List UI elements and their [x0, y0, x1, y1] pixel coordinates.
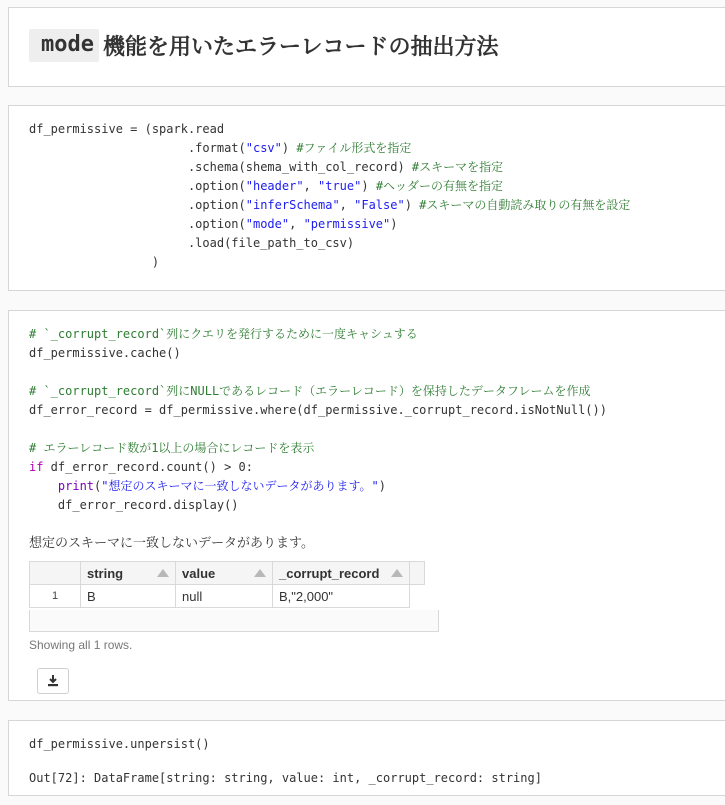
code-line: # エラーレコード数が1以上の場合にレコードを表示 — [29, 441, 315, 455]
code-line: print("想定のスキーマに一致しないデータがあります。") — [57, 479, 386, 493]
code-line: ) — [29, 255, 160, 269]
markdown-cell — [8, 7, 725, 87]
rows-info: Showing all 1 rows. — [29, 638, 133, 652]
column-label: string — [87, 565, 124, 581]
code-line: df_permissive.cache() — [29, 346, 181, 360]
column-header-string[interactable] — [81, 562, 176, 585]
code-line: .schema(shema_with_col_record) #スキーマを指定 — [29, 160, 504, 174]
code-line: df_error_record = df_permissive.where(df_permissive._corrupt_record.isNotNull()) — [29, 403, 607, 417]
table-header-row — [30, 562, 425, 585]
code-line: if df_error_record.count() > 0: — [29, 460, 253, 474]
code-editor[interactable]: df_permissive.unpersist() — [29, 737, 210, 751]
table-row — [30, 585, 425, 608]
header-spacer — [410, 562, 425, 585]
row-number: 1 — [30, 585, 81, 608]
download-button[interactable] — [37, 668, 69, 694]
code-cell-error-records[interactable] — [8, 310, 725, 701]
sort-asc-icon[interactable] — [157, 569, 169, 577]
table-cell: B,"2,000" — [273, 585, 410, 608]
table-cell: B — [81, 585, 176, 608]
heading-text: 機能を用いたエラーレコードの抽出方法 — [102, 35, 499, 60]
code-line: # `_corrupt_record`列にNULLであるレコード（エラーレコード）を保持したデータフレームを作成 — [29, 384, 591, 398]
table-footer — [29, 610, 439, 632]
row-spacer — [410, 585, 425, 608]
code-editor[interactable] — [29, 325, 607, 515]
section-heading — [29, 29, 499, 62]
code-line: df_permissive = (spark.read — [29, 122, 225, 136]
cell-output: Out[72]: DataFrame[string: string, value: int, _corrupt_record: string] — [29, 771, 542, 785]
column-header-value[interactable] — [176, 562, 273, 585]
code-line: .load(file_path_to_csv) — [29, 236, 355, 250]
sort-asc-icon[interactable] — [254, 569, 266, 577]
sort-asc-icon[interactable] — [391, 569, 403, 577]
column-label: _corrupt_record — [279, 565, 380, 581]
code-cell-unpersist[interactable] — [8, 720, 725, 796]
download-icon — [46, 674, 60, 688]
print-output: 想定のスキーマに一致しないデータがあります。 — [29, 536, 314, 551]
heading-inline-code: mode — [29, 29, 99, 62]
result-table — [29, 561, 425, 608]
code-line: df_error_record.display() — [29, 498, 239, 512]
table-cell: null — [176, 585, 273, 608]
code-editor[interactable] — [29, 120, 630, 272]
rownum-header — [30, 562, 81, 585]
code-line: .option("mode", "permissive") — [29, 217, 398, 231]
code-line: .option("header", "true") #ヘッダーの有無を指定 — [29, 179, 504, 193]
column-header-corrupt-record[interactable] — [273, 562, 410, 585]
code-line: # `_corrupt_record`列にクエリを発行するために一度キャシュする — [29, 327, 418, 341]
code-cell-read-csv[interactable] — [8, 105, 725, 291]
column-label: value — [182, 565, 216, 581]
code-line: .option("inferSchema", "False") #スキーマの自動読み取りの有無を設定 — [29, 198, 631, 212]
code-line: .format("csv") #ファイル形式を指定 — [29, 141, 412, 155]
